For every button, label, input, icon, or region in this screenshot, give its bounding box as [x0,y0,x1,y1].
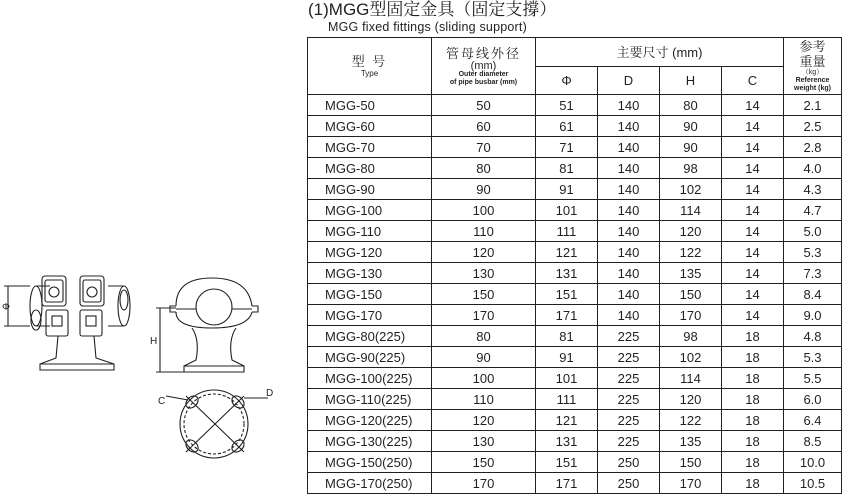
cell-c: 18 [722,452,784,473]
cell-c: 14 [722,116,784,137]
cell-weight: 5.3 [784,347,842,368]
cell-weight: 4.0 [784,158,842,179]
table-row [308,326,842,347]
cell-weight: 4.7 [784,200,842,221]
cell-d: 225 [598,410,660,431]
cell-weight: 2.5 [784,116,842,137]
cell-pipe-diameter: 70 [432,137,536,158]
cell-weight: 6.0 [784,389,842,410]
cell-phi: 121 [536,410,598,431]
cell-model: MGG-110(225) [308,389,432,410]
cell-d: 140 [598,158,660,179]
cell-c: 18 [722,389,784,410]
cell-h: 150 [660,452,722,473]
cell-h: 114 [660,368,722,389]
table-row [308,305,842,326]
cell-phi: 91 [536,179,598,200]
cell-phi: 151 [536,452,598,473]
cell-phi: 171 [536,305,598,326]
cell-pipe-diameter: 90 [432,179,536,200]
cell-model: MGG-60 [308,116,432,137]
cell-d: 225 [598,368,660,389]
cell-h: 98 [660,326,722,347]
cell-h: 120 [660,389,722,410]
cell-d: 225 [598,431,660,452]
cell-d: 140 [598,179,660,200]
cell-h: 114 [660,200,722,221]
cell-d: 140 [598,284,660,305]
header-type-cn: 型 号 [351,53,388,69]
cell-pipe-diameter: 110 [432,221,536,242]
cell-weight: 9.0 [784,305,842,326]
cell-model: MGG-100(225) [308,368,432,389]
cell-h: 135 [660,263,722,284]
table-row [308,179,842,200]
cell-phi: 111 [536,389,598,410]
d-label: D [266,388,274,399]
table-row [308,473,842,494]
h-label: H [150,336,158,347]
header-type-en: Type [360,68,379,78]
cell-weight: 2.1 [784,95,842,116]
cell-model: MGG-80 [308,158,432,179]
cell-weight: 5.5 [784,368,842,389]
table-row [308,158,842,179]
cell-d: 250 [598,473,660,494]
cell-phi: 81 [536,326,598,347]
cell-model: MGG-50 [308,95,432,116]
page-subtitle: MGG fixed fittings (sliding support) [328,20,527,34]
cell-d: 225 [598,389,660,410]
cell-pipe-diameter: 170 [432,305,536,326]
cell-pipe-diameter: 150 [432,452,536,473]
cell-phi: 101 [536,368,598,389]
cell-d: 250 [598,452,660,473]
base-plan-drawing [166,390,268,458]
cell-h: 150 [660,284,722,305]
table-row [308,200,842,221]
table-row [308,410,842,431]
cell-pipe-diameter: 110 [432,389,536,410]
cell-h: 170 [660,473,722,494]
table-row [308,221,842,242]
cell-phi: 81 [536,158,598,179]
cell-c: 14 [722,263,784,284]
cell-phi: 121 [536,242,598,263]
cell-pipe-diameter: 150 [432,284,536,305]
cell-weight: 10.5 [784,473,842,494]
cell-d: 140 [598,95,660,116]
cell-c: 14 [722,221,784,242]
cell-model: MGG-120 [308,242,432,263]
cell-h: 90 [660,137,722,158]
header-weight-unit: （kg） [801,69,824,76]
table-row [308,347,842,368]
cell-h: 135 [660,431,722,452]
cell-model: MGG-170(250) [308,473,432,494]
cell-d: 140 [598,200,660,221]
cell-phi: 111 [536,221,598,242]
cell-d: 140 [598,242,660,263]
cell-weight: 8.4 [784,284,842,305]
cell-phi: 131 [536,263,598,284]
cell-model: MGG-80(225) [308,326,432,347]
cell-pipe-diameter: 50 [432,95,536,116]
cell-d: 140 [598,116,660,137]
cell-c: 14 [722,158,784,179]
cell-weight: 2.8 [784,137,842,158]
cell-pipe-diameter: 170 [432,473,536,494]
cell-pipe-diameter: 120 [432,410,536,431]
cell-d: 140 [598,305,660,326]
cell-c: 18 [722,326,784,347]
cell-c: 14 [722,242,784,263]
cell-h: 170 [660,305,722,326]
cell-h: 122 [660,242,722,263]
cell-model: MGG-120(225) [308,410,432,431]
table-row [308,368,842,389]
header-weight-cn-2: 重量 [799,54,826,69]
cell-phi: 131 [536,431,598,452]
header-pipe-en-2: of pipe busbar (mm) [449,78,518,86]
cell-pipe-diameter: 130 [432,431,536,452]
header-weight-en-1: Reference [795,77,830,84]
header-weight-cn-1: 参考 [799,39,826,54]
cell-pipe-diameter: 130 [432,263,536,284]
cell-d: 140 [598,137,660,158]
header-pipe-cn: 管母线外径 [445,45,521,61]
cell-c: 18 [722,347,784,368]
cell-pipe-diameter: 100 [432,200,536,221]
specification-rows [308,95,842,494]
cell-h: 120 [660,221,722,242]
cell-c: 14 [722,137,784,158]
table-row [308,431,842,452]
table-row [308,137,842,158]
cell-phi: 171 [536,473,598,494]
cell-pipe-diameter: 60 [432,116,536,137]
cell-d: 140 [598,263,660,284]
cell-weight: 10.0 [784,452,842,473]
cell-weight: 6.4 [784,410,842,431]
cell-model: MGG-150 [308,284,432,305]
cell-weight: 4.3 [784,179,842,200]
side-view-drawing [4,276,130,370]
table-row [308,284,842,305]
cell-phi: 101 [536,200,598,221]
cell-phi: 71 [536,137,598,158]
table-row [308,95,842,116]
front-view-drawing [156,278,258,372]
header-phi: Φ [536,67,598,95]
cell-weight: 5.0 [784,221,842,242]
header-main-dimensions: 主要尺寸 (mm) [536,38,784,67]
cell-phi: 61 [536,116,598,137]
table-row [308,242,842,263]
cell-c: 18 [722,473,784,494]
phi-label: Φ [2,302,10,313]
table-row [308,452,842,473]
cell-model: MGG-110 [308,221,432,242]
specification-table [307,37,842,494]
cell-d: 140 [598,221,660,242]
cell-h: 102 [660,347,722,368]
cell-h: 80 [660,95,722,116]
cell-pipe-diameter: 80 [432,158,536,179]
cell-model: MGG-130(225) [308,431,432,452]
cell-pipe-diameter: 90 [432,347,536,368]
cell-weight: 7.3 [784,263,842,284]
header-c: C [722,67,784,95]
table-row [308,263,842,284]
table-row [308,116,842,137]
table-row [308,389,842,410]
cell-h: 102 [660,179,722,200]
cell-pipe-diameter: 100 [432,368,536,389]
cell-model: MGG-130 [308,263,432,284]
cell-h: 98 [660,158,722,179]
cell-h: 122 [660,410,722,431]
cell-model: MGG-70 [308,137,432,158]
cell-c: 18 [722,410,784,431]
cell-model: MGG-90(225) [308,347,432,368]
cell-c: 18 [722,368,784,389]
cell-c: 14 [722,305,784,326]
header-type [308,38,432,95]
cell-pipe-diameter: 120 [432,242,536,263]
header-d: D [598,67,660,95]
cell-weight: 4.8 [784,326,842,347]
header-h: H [660,67,722,95]
cell-c: 18 [722,431,784,452]
fitting-drawings [0,262,300,494]
cell-c: 14 [722,95,784,116]
cell-model: MGG-150(250) [308,452,432,473]
cell-pipe-diameter: 80 [432,326,536,347]
cell-c: 14 [722,284,784,305]
header-pipe-diameter [432,38,536,95]
cell-d: 225 [598,347,660,368]
cell-weight: 5.3 [784,242,842,263]
cell-d: 225 [598,326,660,347]
header-pipe-unit: (mm) [470,59,497,72]
cell-c: 14 [722,179,784,200]
header-weight [784,38,842,95]
cell-phi: 51 [536,95,598,116]
header-pipe-en-1: Outer diameter [458,70,509,78]
cell-model: MGG-100 [308,200,432,221]
cell-phi: 151 [536,284,598,305]
cell-weight: 8.5 [784,431,842,452]
cell-phi: 91 [536,347,598,368]
cell-h: 90 [660,116,722,137]
c-label: C [158,396,166,407]
cell-c: 14 [722,200,784,221]
header-weight-en-2: weight (kg) [794,85,831,92]
cell-model: MGG-170 [308,305,432,326]
cell-model: MGG-90 [308,179,432,200]
page-title: (1)MGG型固定金具（固定支撐） [308,0,557,19]
